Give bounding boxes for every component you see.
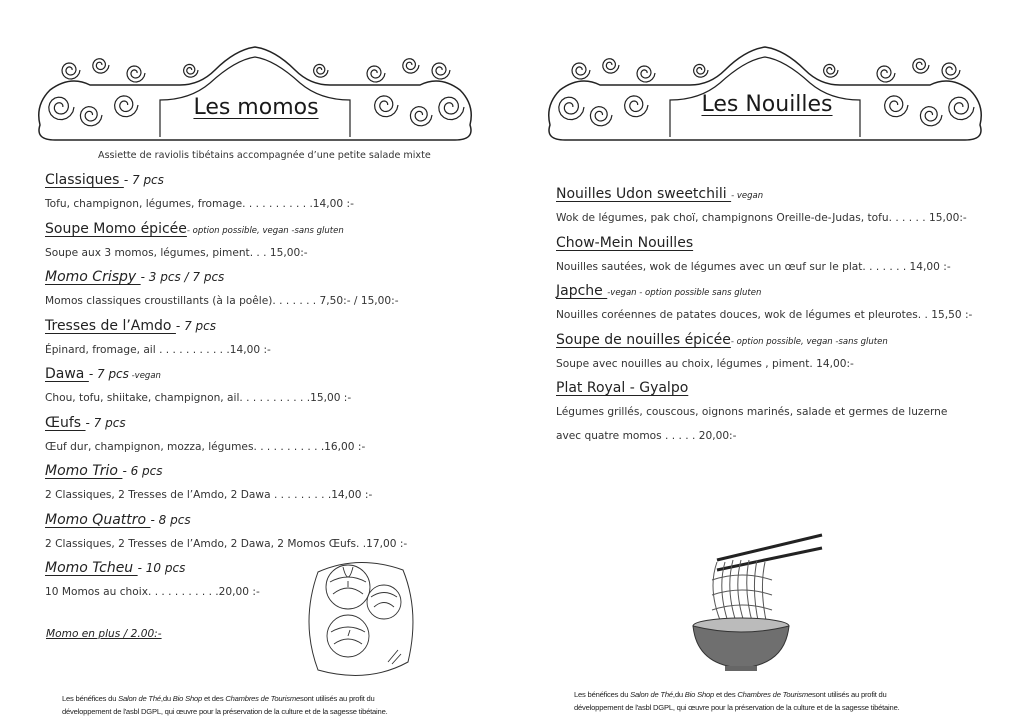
- item-pieces: - 7 pcs: [85, 415, 126, 430]
- item-title: [45, 218, 407, 241]
- item-title: [556, 377, 972, 400]
- item-name: Dawa: [45, 366, 89, 382]
- item-name: Momo Tcheu: [45, 560, 138, 576]
- item-pieces: - 3 pcs / 7 pcs: [140, 270, 225, 284]
- swirl-icon: [367, 66, 385, 82]
- extra-momo-price: Momo en plus / 2.00:-: [46, 628, 162, 640]
- item-title: [556, 329, 972, 352]
- footer-text: Bio Shop: [684, 690, 715, 699]
- footer-line: [62, 692, 388, 705]
- item-description: Œuf dur, champignon, mozza, légumes. . . . . . . . . . .16,00 :-: [45, 440, 366, 453]
- footer-text: Chambres de Tourisme: [225, 694, 300, 703]
- item-pieces: - 6 pcs: [122, 464, 163, 478]
- swirl-icon: [913, 59, 929, 73]
- swirl-icon: [559, 97, 584, 119]
- swirl-icon: [80, 107, 102, 126]
- menu-item: [556, 183, 972, 232]
- footer-text: Les bénéfices du: [62, 694, 119, 703]
- item-title: [556, 232, 972, 255]
- swirl-icon: [920, 107, 942, 126]
- item-title: [45, 363, 407, 386]
- item-title: [45, 412, 407, 435]
- item-title: [45, 266, 407, 289]
- menu-item: [45, 460, 407, 509]
- item-description: Soupe aux 3 momos, légumes, piment. . . 15,00:-: [45, 246, 308, 259]
- footer-text: ,du: [160, 694, 173, 703]
- swirl-icon: [949, 97, 974, 119]
- item-pieces: - 7 pcs: [88, 367, 129, 381]
- item-description: 10 Momos au choix. . . . . . . . . . .20,00 :-: [45, 586, 260, 598]
- item-pieces: - 7 pcs: [123, 173, 164, 187]
- item-name: Tresses de l’Amdo: [45, 317, 176, 334]
- item-title: [556, 280, 972, 303]
- footer-line: développement de l'asbl DGPL, qui œuvre pour la préservation de la culture et de la sagesse tibétaine.: [62, 707, 388, 716]
- swirl-icon: [942, 63, 960, 79]
- menu-item: [45, 412, 407, 461]
- item-title: [45, 509, 407, 532]
- footer-text: sont utilisés au profit du: [812, 690, 887, 699]
- item-description: Nouilles sautées, wok de légumes avec un œuf sur le plat. . . . . . . 14,00 :-: [556, 260, 951, 273]
- swirl-icon: [93, 59, 109, 73]
- swirl-icon: [590, 107, 612, 126]
- menu-item: [45, 266, 407, 315]
- item-title: [45, 169, 407, 192]
- item-title: [45, 460, 407, 483]
- item-name: Soupe de nouilles épicée: [556, 331, 731, 348]
- swirl-icon: [603, 59, 619, 73]
- swirl-icon: [877, 66, 895, 82]
- footer-note: [574, 688, 900, 714]
- item-note: -vegan - option possible sans gluten: [607, 288, 762, 298]
- menu-list: [556, 183, 973, 442]
- footer-text: Les bénéfices du: [574, 690, 631, 699]
- item-name: Momo Crispy: [45, 269, 141, 285]
- item-pieces: - 7 pcs: [175, 318, 216, 333]
- item-note: -vegan: [128, 371, 161, 381]
- swirl-icon: [694, 64, 708, 77]
- item-name: Œufs: [45, 414, 86, 431]
- item-name: Momo Trio: [45, 463, 123, 479]
- footer-text: Bio Shop: [172, 694, 203, 703]
- footer-line: développement de l'asbl DGPL, qui œuvre pour la préservation de la culture et de la sagesse tibétaine.: [574, 703, 900, 712]
- swirl-icon: [127, 66, 145, 82]
- footer-text: Chambres de Tourisme: [737, 690, 812, 699]
- item-pieces: - 10 pcs: [137, 561, 186, 575]
- page-title: Les Nouilles: [701, 92, 833, 117]
- menu-item: [556, 232, 972, 281]
- item-name: Soupe Momo épicée: [45, 220, 187, 237]
- swirl-icon: [410, 107, 432, 126]
- swirl-icon: [49, 97, 74, 119]
- item-title: [556, 183, 972, 206]
- item-pieces: - 8 pcs: [150, 512, 191, 527]
- item-name: Japche: [556, 283, 608, 299]
- swirl-icon: [637, 66, 655, 82]
- swirl-icon: [115, 96, 138, 117]
- momo-plate-icon: [298, 552, 418, 682]
- menu-item: [45, 169, 407, 218]
- item-description: Wok de légumes, pak choï, champignons Oreille-de-Judas, tofu. . . . . . 15,00:-: [556, 212, 967, 224]
- noodle-bowl-icon: [667, 530, 827, 680]
- footer-note: [62, 692, 388, 718]
- item-name: Classiques: [45, 172, 124, 188]
- swirl-icon: [885, 96, 908, 117]
- swirl-icon: [62, 63, 80, 79]
- menu-item: [45, 218, 407, 267]
- menu-item: [45, 509, 407, 558]
- item-title: [45, 315, 407, 338]
- swirl-icon: [314, 64, 328, 77]
- swirl-icon: [432, 63, 450, 79]
- menu-item: [556, 280, 972, 329]
- item-description: Momos classiques croustillants (à la poêle). . . . . . . 7,50:- / 15,00:-: [45, 295, 399, 307]
- menu-item: [556, 329, 972, 378]
- item-description: Légumes grillés, couscous, oignons marinés, salade et germes de luzerne: [556, 406, 948, 418]
- subtitle: Assiette de raviolis tibétains accompagnée d’une petite salade mixte: [98, 150, 431, 161]
- swirl-icon: [439, 97, 464, 119]
- item-note: - vegan: [731, 191, 764, 201]
- menu-item: [45, 315, 407, 364]
- swirl-icon: [403, 59, 419, 73]
- menu-item: [556, 377, 972, 442]
- swirl-icon: [184, 64, 198, 77]
- swirl-icon: [625, 96, 648, 117]
- footer-text: et des: [714, 690, 738, 699]
- menu-list: [45, 169, 407, 606]
- item-name: Nouilles Udon sweetchili: [556, 186, 732, 202]
- item-name: Plat Royal - Gyalpo: [556, 380, 689, 396]
- page-title: Les momos: [193, 95, 319, 120]
- item-description: Nouilles coréennes de patates douces, wok de légumes et pleurotes. . 15,50 :-: [556, 309, 973, 321]
- nouilles-page: [512, 0, 1024, 724]
- footer-text: et des: [202, 694, 226, 703]
- item-description: Épinard, fromage, ail . . . . . . . . . . .14,00 :-: [45, 343, 271, 356]
- item-note: - option possible, vegan -sans gluten: [186, 225, 344, 236]
- menu-item: [45, 363, 407, 412]
- swirl-icon: [572, 63, 590, 79]
- footer-text: Salon de Thé: [118, 694, 161, 703]
- item-name: Momo Quattro: [45, 511, 151, 528]
- footer-line: [574, 688, 900, 701]
- swirl-icon: [375, 96, 398, 117]
- swirl-icon: [824, 64, 838, 77]
- item-name: Chow-Mein Nouilles: [556, 234, 694, 251]
- item-description: Chou, tofu, shiitake, champignon, ail. . . . . . . . . . .15,00 :-: [45, 392, 352, 404]
- item-description: 2 Classiques, 2 Tresses de l’Amdo, 2 Dawa . . . . . . . . .14,00 :-: [45, 489, 373, 501]
- footer-text: Salon de Thé: [630, 690, 673, 699]
- item-description: 2 Classiques, 2 Tresses de l’Amdo, 2 Dawa, 2 Momos Œufs. .17,00 :-: [45, 537, 408, 550]
- item-description: Tofu, champignon, légumes, fromage. . . . . . . . . . .14,00 :-: [45, 198, 354, 210]
- item-description: Soupe avec nouilles au choix, légumes , piment. 14,00:-: [556, 357, 854, 370]
- item-note: - option possible, vegan -sans gluten: [730, 336, 888, 347]
- footer-text: sont utilisés au profit du: [300, 694, 375, 703]
- footer-text: ,du: [672, 690, 685, 699]
- item-description: avec quatre momos . . . . . 20,00:-: [556, 430, 737, 442]
